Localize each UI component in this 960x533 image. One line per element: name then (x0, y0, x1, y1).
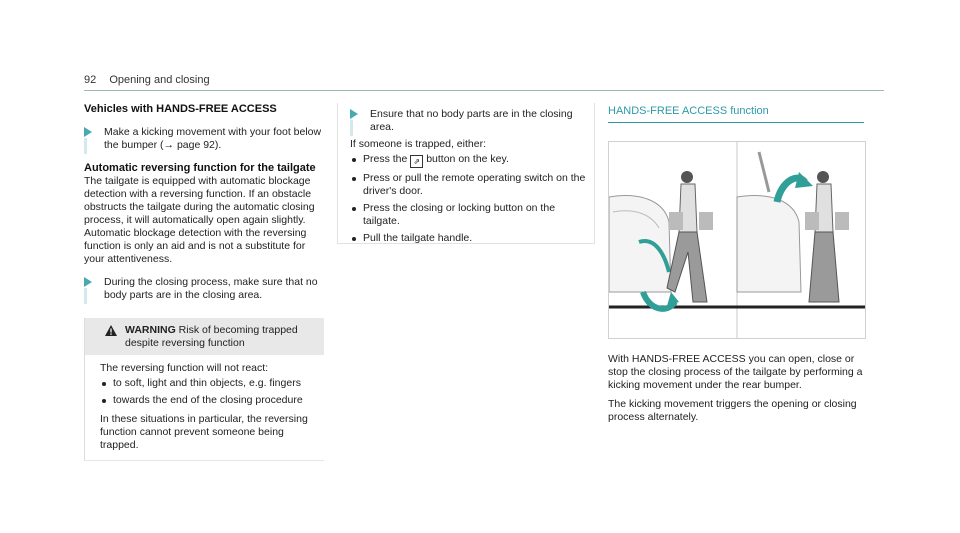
tailgate-key-icon: ⇗ (410, 155, 423, 168)
list-item: towards the end of the closing procedure (100, 394, 316, 407)
step-text: Ensure that no body parts are in the closing area. (370, 108, 573, 133)
warning-title: Risk of becoming trapped despite reversing function (125, 324, 298, 349)
instruction-box (337, 103, 595, 244)
figure-caption: With HANDS-FREE ACCESS you can open, close or stop the closing process of the tailgate by performing a kicking movement under the rear bumper. (608, 353, 863, 391)
instruction-step (84, 126, 324, 152)
step-bar (84, 138, 87, 154)
running-header: Opening and closing (109, 74, 210, 86)
warning-label: WARNING (125, 324, 176, 336)
hands-free-illustration (608, 141, 866, 339)
warning-list (100, 377, 316, 407)
step-bar (84, 288, 87, 304)
step-text: Make a kicking movement with your foot below the bumper (→ page 92). (104, 126, 322, 151)
instruction-step (84, 276, 324, 302)
kick-sensor-diagram (609, 142, 865, 338)
column-right (608, 103, 868, 424)
step-bar (350, 120, 353, 136)
header-rule (84, 90, 884, 91)
column-left (84, 103, 324, 461)
figure-section-title: HANDS-FREE ACCESS function (608, 105, 769, 117)
warning-body (85, 355, 324, 460)
warning-intro: The reversing function will not react: (100, 362, 269, 374)
list-item: Pull the tailgate handle. (350, 232, 586, 245)
warning-outro: In these situations in particular, the reversing function cannot prevent someone being trapped. (100, 413, 308, 451)
warning-header (85, 318, 324, 355)
release-options-list (350, 153, 586, 245)
page-number: 92 (84, 74, 97, 86)
list-item: Press the ⇗ button on the key. (350, 153, 586, 168)
warning-triangle-icon (105, 325, 117, 336)
step-text: During the closing process, make sure that no body parts are in the closing area. (104, 276, 318, 301)
warning-box (84, 318, 324, 461)
list-item: to soft, light and thin objects, e.g. fingers (100, 377, 316, 390)
trapped-intro: If someone is trapped, either: (350, 138, 486, 150)
column-middle (337, 103, 595, 244)
step-arrow-icon (84, 127, 92, 137)
figure-caption-note: The kicking movement triggers the opening or closing process alternately. (608, 398, 857, 423)
subsection-heading: Automatic reversing function for the tailgate (84, 162, 316, 174)
body-paragraph: The tailgate is equipped with automatic blockage detection with a reversing function. If an obstacle obstructs the tailgate during the automatic closing process, it will automatically open again slightly. Automatic blockage detection with the reversing function is only an aid and is not a substitute for your attentiveness. (84, 175, 315, 265)
list-item: Press the closing or locking button on the tailgate. (350, 202, 586, 228)
step-arrow-icon (350, 109, 358, 119)
section-heading: Vehicles with HANDS-FREE ACCESS (84, 103, 277, 115)
section-rule (608, 122, 864, 123)
page-header (84, 74, 210, 87)
instruction-step (350, 108, 586, 134)
step-arrow-icon (84, 277, 92, 287)
list-item: Press or pull the remote operating switch on the driver's door. (350, 172, 586, 198)
